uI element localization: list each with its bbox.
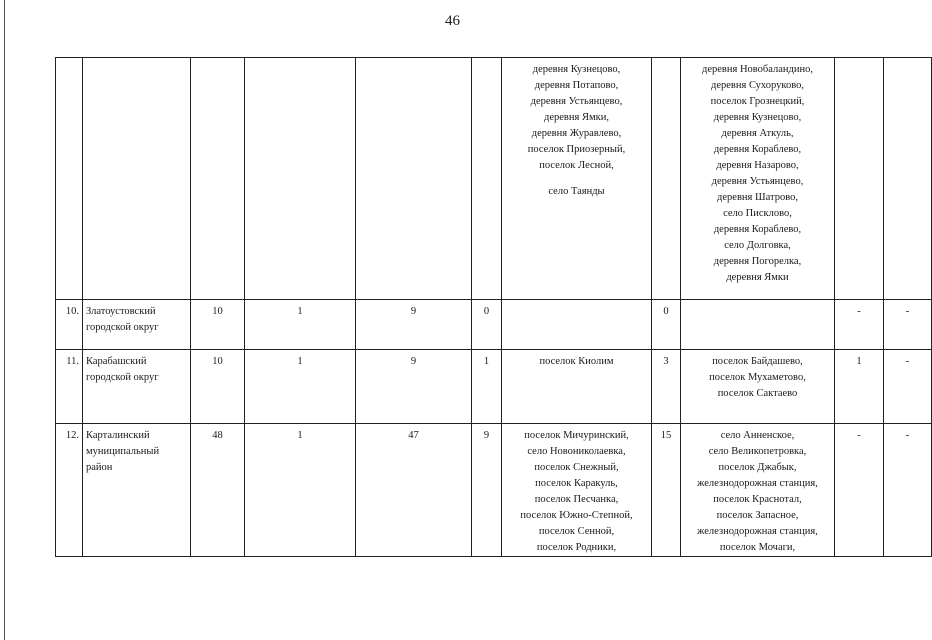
cell-line: поселок Песчанка, [534,494,619,505]
cell-line: городской округ [86,322,159,333]
count-col-10 [884,300,932,350]
cell-line: поселок Приозерный, [527,144,626,155]
count-col-3 [245,350,356,424]
table-row [56,300,932,350]
cell-line: деревня Сухоруково, [711,80,804,91]
cell-value: 10 [212,306,223,317]
table-row [56,350,932,424]
cell-line: деревня Аткуль, [721,128,794,139]
total-count [191,58,245,300]
cell-line: деревня Журавлево, [531,128,622,139]
settlements-list-1 [502,58,652,300]
cell-line: поселок Сенной, [538,526,615,537]
count-col-4 [356,350,472,424]
scan-edge-line [4,0,5,640]
count-col-7 [652,58,681,300]
cell-line: поселок Родники, [536,542,617,553]
municipality-name [83,58,191,300]
count-col-5 [472,300,502,350]
cell-value: 1 [297,356,303,367]
total-count [191,300,245,350]
count-col-7 [652,424,681,557]
cell-line: поселок Мухаметово, [709,372,806,383]
cell-line: деревня Назарово, [716,160,799,171]
cell-value: - [905,430,910,441]
cell-value: 10 [212,356,223,367]
cell-line: село Великопетровка, [708,446,807,457]
cell-line: деревня Новобаландино, [702,64,813,75]
cell-value: - [905,306,910,317]
cell-value: 10. [65,306,79,317]
cell-value: 15 [660,430,672,441]
cell-line: поселок Грознецкий, [710,96,805,107]
count-col-9 [835,300,884,350]
count-col-7 [652,350,681,424]
settlements-list-1 [502,424,652,557]
row-number [56,350,83,424]
count-col-5 [472,424,502,557]
cell-line: деревня Погорелка, [713,256,802,267]
cell-line: деревня Потапово, [534,80,619,91]
count-col-7 [652,300,681,350]
cell-line: деревня Шатрово, [717,192,798,203]
cell-value: 1 [297,430,303,441]
settlements-list-1 [502,350,652,424]
table-row [56,424,932,557]
cell-value: 9 [410,306,417,317]
settlements-list-2 [681,300,835,350]
count-col-4 [356,424,472,557]
cell-value: 0 [483,306,490,317]
total-count [191,350,245,424]
cell-line: поселок Джабык, [718,462,797,473]
cell-line: поселок Мичуринский, [524,430,629,441]
count-col-9 [835,424,884,557]
count-col-4 [356,300,472,350]
cell-line: поселок Каракуль, [535,478,618,489]
count-col-3 [245,424,356,557]
cell-line: поселок Краснотал, [713,494,802,505]
cell-line: село Таянды [548,186,605,197]
count-col-9 [835,350,884,424]
cell-value: 9 [483,430,490,441]
cell-line: железнодорожная станция, [697,478,818,489]
cell-line: деревня Ямки, [544,112,609,123]
cell-line: деревня Ямки [726,272,789,283]
cell-line: поселок Лесной, [539,160,614,171]
settlements-list-2 [681,424,835,557]
count-col-3 [245,58,356,300]
row-number [56,424,83,557]
cell-line: поселок Запасное, [716,510,799,521]
cell-value: - [857,430,861,441]
cell-line: поселок Байдашево, [712,356,803,367]
cell-line: поселок Сактаево [717,388,798,399]
cell-value: 47 [408,430,419,441]
municipality-name [83,424,191,557]
cell-line: деревня Кораблево, [713,144,802,155]
cell-value: 48 [212,430,223,441]
cell-value: 1 [856,356,862,367]
table-body [56,58,932,557]
cell-line: Карталинский [86,430,150,441]
count-col-4 [356,58,472,300]
cell-value: 9 [410,356,417,367]
municipal-table [55,57,932,557]
total-count [191,424,245,557]
cell-line: городской округ [86,372,159,383]
cell-line: поселок Киолим [539,356,614,367]
cell-line: поселок Снежный, [534,462,619,473]
cell-line: муниципальный [86,446,160,457]
cell-line: село Новониколаевка, [527,446,626,457]
table-row [56,58,932,300]
cell-line: деревня Устьянцево, [530,96,623,107]
cell-value: 11. [66,356,79,367]
cell-line: поселок Мочаги, [719,542,796,553]
count-col-10 [884,58,932,300]
cell-line [505,174,648,184]
cell-line: деревня Устьянцево, [711,176,804,187]
cell-value: 1 [483,356,490,367]
count-col-9 [835,58,884,300]
cell-line: железнодорожная станция, [697,526,818,537]
municipality-name [83,300,191,350]
municipality-name [83,350,191,424]
settlements-list-2 [681,350,835,424]
count-col-5 [472,58,502,300]
settlements-list-1 [502,300,652,350]
cell-value: 1 [297,306,303,317]
cell-value: 12. [65,430,79,441]
cell-line: село Долговка, [724,240,791,251]
cell-value: 3 [663,356,669,367]
cell-line: деревня Кузнецово, [532,64,621,75]
count-col-3 [245,300,356,350]
cell-line: село Писклово, [723,208,792,219]
cell-line: деревня Кузнецово, [713,112,802,123]
cell-line: деревня Кораблево, [713,224,802,235]
row-number [56,58,83,300]
settlements-list-2 [681,58,835,300]
cell-value: 0 [663,306,669,317]
cell-line: район [86,462,113,473]
count-col-5 [472,350,502,424]
cell-line: поселок Южно-Степной, [520,510,633,521]
cell-line: село Анненское, [720,430,795,441]
count-col-10 [884,424,932,557]
cell-line: Карабашский [86,356,147,367]
count-col-10 [884,350,932,424]
cell-value: - [905,356,910,367]
cell-line: Златоустовский [86,306,156,317]
cell-value: - [857,306,861,317]
page-number: 46 [445,13,460,29]
row-number [56,300,83,350]
